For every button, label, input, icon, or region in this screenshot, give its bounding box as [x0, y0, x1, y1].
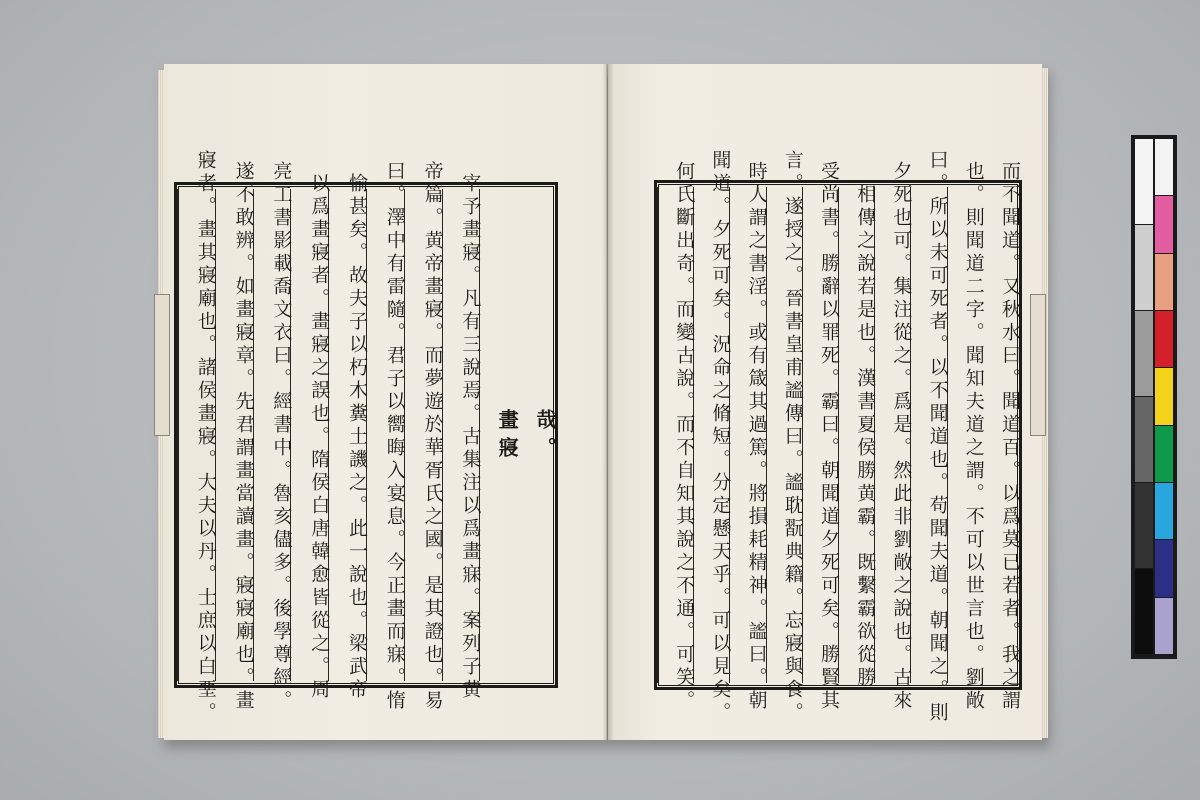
- right-page-column-1: [983, 161, 1021, 713]
- left-page-column-10: [177, 149, 217, 725]
- right-page-column-text: 而不聞道。又秋水曰。聞道百。以爲莫已若者。我之謂: [998, 161, 1021, 713]
- left-page-column-8: [253, 161, 293, 713]
- gray-swatch: [1135, 397, 1153, 482]
- left-page-column-3: [442, 172, 482, 702]
- color-calibration-card: [1131, 135, 1177, 659]
- left-page: [164, 64, 607, 740]
- right-page: [608, 64, 1042, 740]
- right-text-frame: [654, 149, 1022, 725]
- left-page-column-text: 亮工書影載喬文衣曰。經書中。魯亥儘多。後學尊經。: [270, 161, 293, 713]
- right-page-column-text: 聞道。夕死可矣。況命之脩短。分定懸天乎。可以見矣。: [709, 149, 732, 725]
- gray-swatch: [1135, 483, 1153, 568]
- color-swatch: [1155, 540, 1173, 596]
- color-swatch: [1155, 368, 1173, 424]
- right-page-column-text: 言。遂授之。晉書皇甫謐傳曰。謐耽翫典籍。忘寢與食。: [781, 149, 804, 725]
- left-page-column-text: 寢者。畫其寢廟也。諸侯畫寢。大夫以丹。士庶以白堊。: [194, 149, 217, 725]
- color-swatch: [1155, 483, 1173, 539]
- gray-swatch: [1135, 225, 1153, 310]
- grayscale-strip: [1135, 139, 1153, 655]
- color-strip: [1155, 139, 1173, 655]
- left-page-column-7: [290, 172, 331, 702]
- left-text-frame: [174, 149, 558, 725]
- gray-swatch: [1135, 139, 1153, 224]
- right-page-column-text: 曰。所以未可死者。以不聞道也。苟聞夫道。朝聞之。則: [926, 149, 949, 725]
- left-page-column-text: 哉。: [532, 409, 557, 465]
- fore-edge-tab-left: [154, 294, 170, 436]
- right-page-column-text: 夕死也可。集注從之。爲是。然此非劉敞之說也。古來: [890, 161, 913, 713]
- book-gutter: [602, 64, 614, 740]
- left-page-column-text: 曰。澤中有雷隨。君子以嚮晦入宴息。今正畫而寐。惰: [383, 161, 406, 713]
- right-page-column-text: 相傳之說若是也。漢書夏侯勝黄霸。既繫霸欲從勝: [854, 184, 877, 690]
- left-page-column-text: 愉甚矣。故夫子以朽木糞土譏之。此一說也。梁武帝: [345, 172, 368, 702]
- left-page-column-4: [404, 161, 444, 713]
- left-page-column-text: 畫寢: [495, 409, 520, 465]
- right-page-column-2: [947, 161, 985, 713]
- color-swatch: [1155, 254, 1173, 310]
- color-swatch: [1155, 426, 1173, 482]
- color-swatch: [1155, 139, 1173, 195]
- color-swatch: [1155, 311, 1173, 367]
- left-page-column-text: 帝篇。黄帝畫寢。而夢遊於華胥氏之國。是其證也。易: [421, 161, 444, 713]
- right-page-column-8: [729, 161, 768, 713]
- left-page-column-text: 宰予畫寢。凡有三說焉。古集注以爲畫寐。案列子黄: [459, 172, 482, 702]
- left-page-column-2: [479, 189, 520, 681]
- right-page-column-3: [910, 149, 949, 725]
- right-page-column-9: [693, 149, 732, 725]
- left-page-column-text: 以爲畫寢者。畫寢之誤也。隋侯白唐韓愈皆從之。周: [308, 172, 331, 702]
- right-page-column-6: [802, 161, 840, 713]
- right-page-column-7: [766, 149, 804, 725]
- color-swatch: [1155, 196, 1173, 252]
- right-page-column-text: 受尚書。勝辭以罪死。霸曰。朝聞道夕死可矣。勝賢其: [817, 161, 840, 713]
- gray-swatch: [1135, 569, 1153, 654]
- left-page-column-text: 遂不敢辨。如畫寢章。先君謂畫當讀畫。寢寢廟也。畫: [232, 161, 255, 713]
- left-page-column-1: [517, 189, 555, 681]
- right-page-column-10: [657, 161, 696, 713]
- color-swatch: [1155, 598, 1173, 654]
- gray-swatch: [1135, 311, 1153, 396]
- left-page-column-5: [366, 161, 406, 713]
- right-page-column-5: [838, 184, 877, 690]
- right-page-column-text: 也。則聞道二字。聞知夫道之謂。不可以世言也。劉敞: [962, 161, 985, 713]
- left-page-column-6: [328, 172, 368, 702]
- right-page-column-text: 何氏斷出奇。而變古說。而不自知其說之不通。可笑。: [673, 161, 696, 713]
- open-book: [158, 64, 1048, 740]
- fore-edge-tab-right: [1030, 294, 1046, 436]
- left-page-column-9: [215, 161, 255, 713]
- right-page-column-4: [874, 161, 913, 713]
- right-page-column-text: 時人謂之書淫。或有箴其過篤。將損耗精神。謐曰。朝: [745, 161, 768, 713]
